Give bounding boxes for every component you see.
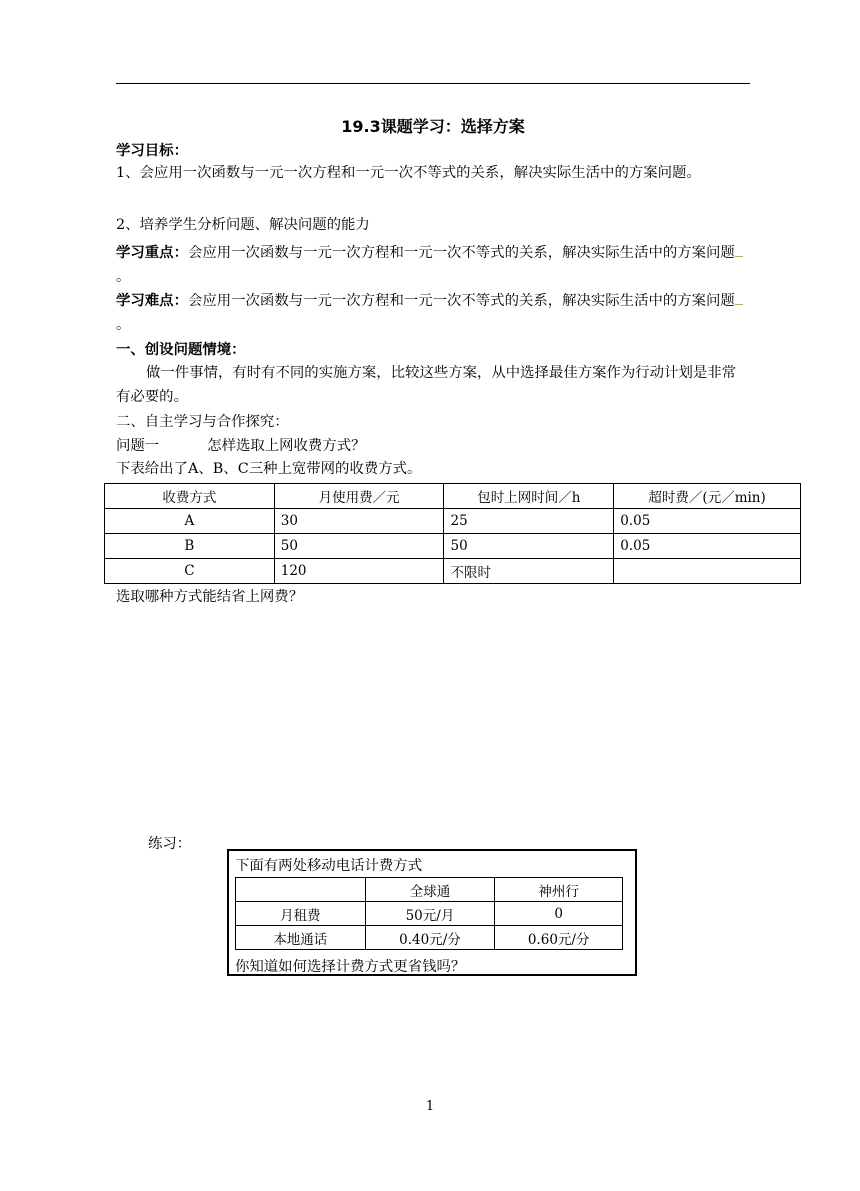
table-header-cell: 神州行 — [495, 878, 623, 902]
table-cell: 50 — [444, 534, 614, 559]
practice-question: 你知道如何选择计费方式更省钱吗？ — [235, 959, 466, 975]
table-header-cell: 月使用费／元 — [274, 484, 444, 509]
table-header-cell — [236, 878, 366, 902]
page-title: 19.3课题学习：选择方案 — [341, 117, 525, 136]
page-number: 1 — [425, 1099, 435, 1114]
table-cell: A — [105, 509, 275, 534]
header-rule — [116, 83, 750, 84]
table-row — [105, 509, 801, 534]
broadband-fee-table — [104, 483, 801, 584]
table-header-cell: 全球通 — [365, 878, 495, 902]
table-header-cell: 收费方式 — [105, 484, 275, 509]
table-cell: 月租费 — [236, 902, 366, 926]
section-1-text: 做一件事情，有时有不同的实施方案，比较这些方案，从中选择最佳方案作为行动计划是非常有必要的。 — [116, 365, 737, 405]
table-cell: 0 — [495, 902, 623, 926]
table-cell: 0.05 — [614, 509, 801, 534]
table-cell: 50 — [274, 534, 444, 559]
table-cell: 25 — [444, 509, 614, 534]
table-row — [105, 534, 801, 559]
table-cell: 120 — [274, 559, 444, 584]
key-point-text: 会应用一次函数与一元一次方程和一元一次不等式的关系，解决实际生活中的方案问题 — [187, 245, 735, 261]
table-cell: 不限时 — [444, 559, 614, 584]
table-row — [236, 902, 623, 926]
table-cell — [614, 559, 801, 584]
edit-mark — [735, 253, 743, 257]
table-cell: 本地通话 — [236, 926, 366, 950]
difficulty-text: 会应用一次函数与一元一次方程和一元一次不等式的关系，解决实际生活中的方案问题 — [187, 293, 735, 309]
section-2-heading: 二、自主学习与合作探究： — [116, 414, 289, 430]
difficulty-end: 。 — [116, 317, 131, 333]
difficulty-label: 学习难点： — [116, 293, 188, 309]
phone-fee-table — [235, 877, 623, 950]
table-cell: C — [105, 559, 275, 584]
table-header-row — [105, 484, 801, 509]
problem-1 — [116, 434, 366, 458]
table-row — [105, 559, 801, 584]
table-cell: 0.05 — [614, 534, 801, 559]
goals-heading: 学习目标： — [116, 143, 188, 159]
table-cell: 0.40元/分 — [365, 926, 495, 950]
table-header-row — [236, 878, 623, 902]
practice-label: 练习： — [148, 836, 192, 852]
practice-box — [227, 849, 637, 976]
practice-intro: 下面有两处移动电话计费方式 — [235, 858, 423, 874]
table-header-cell: 包时上网时间／h — [444, 484, 614, 509]
key-point-label: 学习重点： — [116, 245, 188, 261]
table-cell: 0.60元/分 — [495, 926, 623, 950]
edit-mark — [735, 301, 743, 305]
table-cell: B — [105, 534, 275, 559]
problem-1-label: 问题一 — [116, 438, 160, 454]
key-point-end: 。 — [116, 269, 131, 285]
key-point — [116, 241, 750, 289]
table-header-cell: 超时费／(元／min) — [614, 484, 801, 509]
problem-1-text: 怎样选取上网收费方式？ — [207, 438, 366, 454]
table-cell: 50元/月 — [365, 902, 495, 926]
table-cell: 30 — [274, 509, 444, 534]
section-1-heading: 一、创设问题情境： — [116, 342, 246, 358]
goal-2: 2、培养学生分析问题、解决问题的能力 — [116, 217, 370, 233]
table-row — [236, 926, 623, 950]
table-intro: 下表给出了A、B、C三种上宽带网的收费方式。 — [116, 461, 422, 477]
difficulty — [116, 289, 750, 337]
goal-1: 1、会应用一次函数与一元一次方程和一元一次不等式的关系，解决实际生活中的方案问题。 — [116, 165, 701, 181]
question-1: 选取哪种方式能结省上网费？ — [116, 589, 304, 605]
